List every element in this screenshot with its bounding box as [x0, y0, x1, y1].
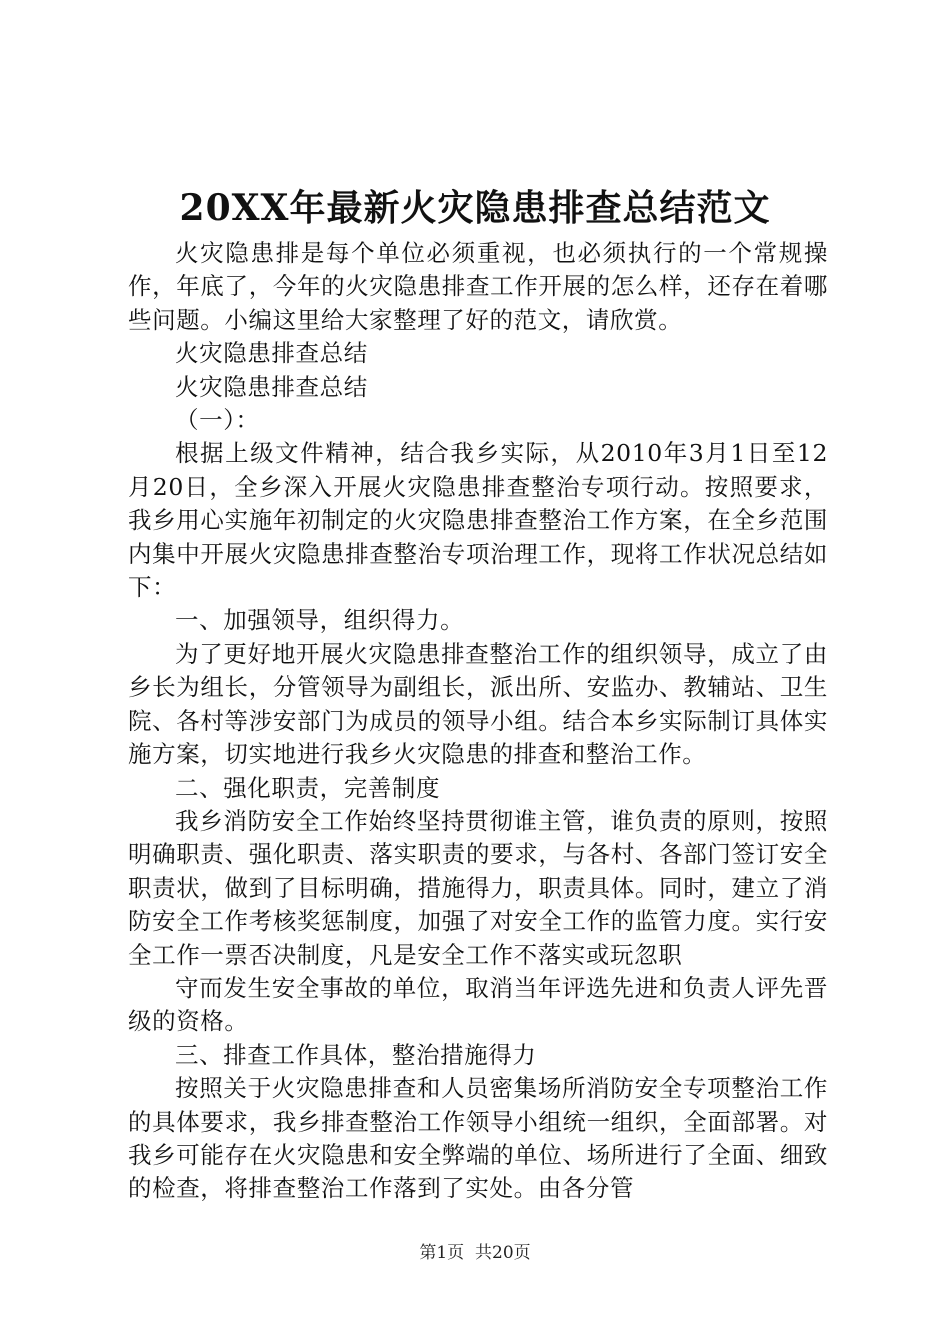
paragraph-section-2b: 守而发生安全事故的单位，取消当年评选先进和负责人评先晋级的资格。 — [128, 973, 828, 1036]
paragraph-subtitle-1: 火灾隐患排查总结 — [175, 339, 368, 368]
paragraph-section-1: 为了更好地开展火灾隐患排查整治工作的组织领导，成立了由乡长为组长，分管领导为副组长，派出所、安监办、教辅站、卫生院、各村等涉安部门为成员的领导小组。结合本乡实际制订具体实施方案，切实地进行我乡火灾隐患的排查和整治工作。 — [128, 639, 828, 769]
section-heading-1: 一、加强领导，组织得力。 — [175, 606, 465, 635]
paragraph-intro: 火灾隐患排是每个单位必须重视，也必须执行的一个常规操作，年底了，今年的火灾隐患排查工作开展的怎么样，还存在着哪些问题。小编这里给大家整理了好的范文，请欣赏。 — [128, 239, 828, 334]
paragraph-section-3: 按照关于火灾隐患排查和人员密集场所消防安全专项整治工作的具体要求，我乡排查整治工作领导小组统一组织，全面部署。对我乡可能存在火灾隐患和安全弊端的单位、场所进行了全面、细致的检查，将排查整治工作落到了实处。由各分管 — [128, 1074, 828, 1203]
page-footer — [0, 1241, 950, 1265]
page-number: 第1页 — [419, 1243, 465, 1263]
paragraph-subtitle-2: 火灾隐患排查总结 — [175, 372, 368, 401]
section-heading-3: 三、排查工作具体，整治措施得力 — [175, 1040, 537, 1069]
paragraph-overview: 根据上级文件精神，结合我乡实际，从2010年3月1日至12月20日，全乡深入开展火灾隐患排查整治专项行动。按照要求，我乡用心实施年初制定的火灾隐患排查整治工作方案，在全乡范围内集中开展火灾隐患排查整治专项治理工作，现将工作状况总结如下： — [128, 439, 828, 602]
page-total: 共20页 — [475, 1243, 531, 1263]
paragraph-section-2a: 我乡消防安全工作始终坚持贯彻谁主管，谁负责的原则，按照明确职责、强化职责、落实职责的要求，与各村、各部门签订安全职责状，做到了目标明确，措施得力，职责具体。同时，建立了消防安全工作考核奖惩制度，加强了对安全工作的监管力度。实行安全工作一票否决制度，凡是安全工作不落实或玩忽职 — [128, 806, 828, 969]
document-body — [128, 237, 828, 1206]
document-title: 20XX年最新火灾隐患排查总结范文 — [179, 187, 771, 229]
paragraph-section-marker: （一）： — [175, 406, 260, 435]
section-heading-2: 二、强化职责，完善制度 — [175, 773, 441, 802]
